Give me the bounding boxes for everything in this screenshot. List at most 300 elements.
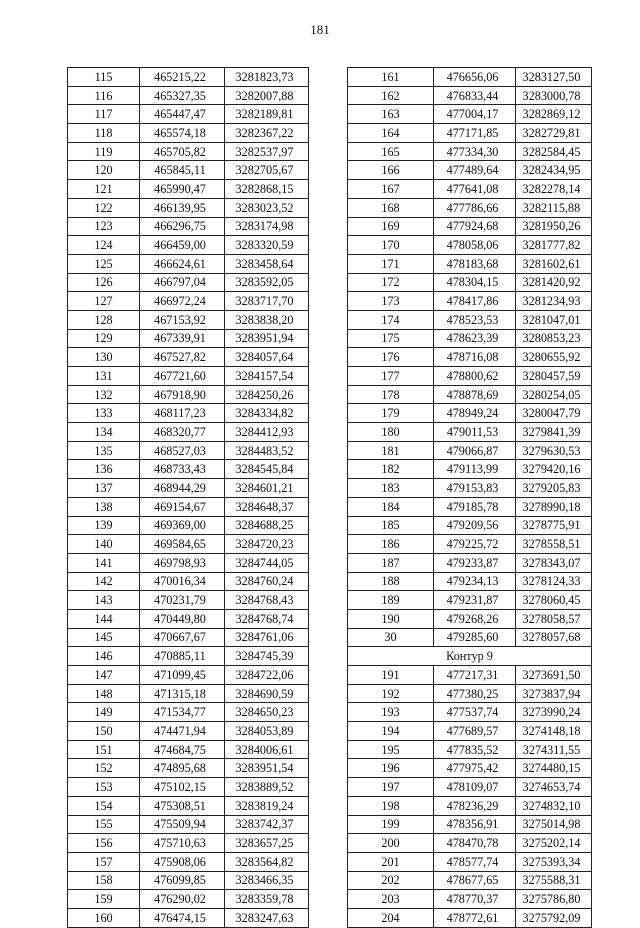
table-row xyxy=(348,684,592,703)
y-coordinate: 3278057,68 xyxy=(516,628,592,647)
table-row xyxy=(348,628,592,647)
y-coordinate: 3284334,82 xyxy=(225,404,309,423)
x-coordinate: 477489,64 xyxy=(434,161,516,180)
point-number: 168 xyxy=(348,198,434,217)
y-coordinate: 3280047,79 xyxy=(516,404,592,423)
point-number: 116 xyxy=(68,86,140,105)
x-coordinate: 478523,53 xyxy=(434,310,516,329)
x-coordinate: 474684,75 xyxy=(140,740,225,759)
y-coordinate: 3281823,73 xyxy=(225,68,309,87)
y-coordinate: 3283889,52 xyxy=(225,778,309,797)
point-number: 141 xyxy=(68,553,140,572)
table-row xyxy=(348,815,592,834)
y-coordinate: 3283717,70 xyxy=(225,292,309,311)
x-coordinate: 479234,13 xyxy=(434,572,516,591)
x-coordinate: 467918,90 xyxy=(140,385,225,404)
x-coordinate: 466139,95 xyxy=(140,198,225,217)
x-coordinate: 476833,44 xyxy=(434,86,516,105)
table-row xyxy=(68,703,309,722)
x-coordinate: 477217,31 xyxy=(434,666,516,685)
x-coordinate: 475908,06 xyxy=(140,852,225,871)
y-coordinate: 3284760,24 xyxy=(225,572,309,591)
point-number: 149 xyxy=(68,703,140,722)
point-number: 203 xyxy=(348,890,434,909)
x-coordinate: 479233,87 xyxy=(434,553,516,572)
x-coordinate: 467527,82 xyxy=(140,348,225,367)
x-coordinate: 468320,77 xyxy=(140,423,225,442)
y-coordinate: 3278124,33 xyxy=(516,572,592,591)
table-row xyxy=(348,722,592,741)
table-row xyxy=(348,908,592,927)
table-row xyxy=(68,161,309,180)
x-coordinate: 479185,78 xyxy=(434,497,516,516)
x-coordinate: 476474,15 xyxy=(140,908,225,927)
point-number: 148 xyxy=(68,684,140,703)
y-coordinate: 3282705,67 xyxy=(225,161,309,180)
y-coordinate: 3275393,34 xyxy=(516,852,592,871)
x-coordinate: 475308,51 xyxy=(140,796,225,815)
table-row xyxy=(348,834,592,853)
x-coordinate: 477786,66 xyxy=(434,198,516,217)
x-coordinate: 476099,85 xyxy=(140,871,225,890)
y-coordinate: 3281777,82 xyxy=(516,236,592,255)
x-coordinate: 477835,52 xyxy=(434,740,516,759)
y-coordinate: 3284690,59 xyxy=(225,684,309,703)
point-number: 146 xyxy=(68,647,140,666)
x-coordinate: 478183,68 xyxy=(434,254,516,273)
point-number: 174 xyxy=(348,310,434,329)
table-row xyxy=(68,684,309,703)
table-row xyxy=(348,553,592,572)
y-coordinate: 3282434,95 xyxy=(516,161,592,180)
x-coordinate: 466459,00 xyxy=(140,236,225,255)
point-number: 140 xyxy=(68,535,140,554)
table-row xyxy=(348,740,592,759)
table-row xyxy=(68,609,309,628)
point-number: 204 xyxy=(348,908,434,927)
x-coordinate: 477171,85 xyxy=(434,124,516,143)
point-number: 143 xyxy=(68,591,140,610)
y-coordinate: 3282189,81 xyxy=(225,105,309,124)
table-row xyxy=(348,124,592,143)
table-row xyxy=(68,236,309,255)
y-coordinate: 3274148,18 xyxy=(516,722,592,741)
x-coordinate: 471534,77 xyxy=(140,703,225,722)
table-row xyxy=(68,722,309,741)
x-coordinate: 474471,94 xyxy=(140,722,225,741)
table-row xyxy=(68,666,309,685)
point-number: 124 xyxy=(68,236,140,255)
y-coordinate: 3275014,98 xyxy=(516,815,592,834)
point-number: 188 xyxy=(348,572,434,591)
x-coordinate: 478800,62 xyxy=(434,367,516,386)
y-coordinate: 3283819,24 xyxy=(225,796,309,815)
y-coordinate: 3281234,93 xyxy=(516,292,592,311)
table-row xyxy=(348,105,592,124)
table-row xyxy=(348,591,592,610)
point-number: 131 xyxy=(68,367,140,386)
y-coordinate: 3284053,89 xyxy=(225,722,309,741)
table-row xyxy=(68,591,309,610)
point-number: 181 xyxy=(348,441,434,460)
point-number: 175 xyxy=(348,329,434,348)
table-row xyxy=(68,759,309,778)
point-number: 193 xyxy=(348,703,434,722)
x-coordinate: 477975,42 xyxy=(434,759,516,778)
table-row xyxy=(68,460,309,479)
y-coordinate: 3283951,54 xyxy=(225,759,309,778)
x-coordinate: 479225,72 xyxy=(434,535,516,554)
x-coordinate: 470667,67 xyxy=(140,628,225,647)
x-coordinate: 477380,25 xyxy=(434,684,516,703)
x-coordinate: 466797,04 xyxy=(140,273,225,292)
x-coordinate: 477334,30 xyxy=(434,142,516,161)
table-row xyxy=(348,890,592,909)
table-row xyxy=(68,198,309,217)
x-coordinate: 465447,47 xyxy=(140,105,225,124)
y-coordinate: 3283174,98 xyxy=(225,217,309,236)
y-coordinate: 3281047,01 xyxy=(516,310,592,329)
y-coordinate: 3283742,37 xyxy=(225,815,309,834)
point-number: 190 xyxy=(348,609,434,628)
point-number: 164 xyxy=(348,124,434,143)
table-row xyxy=(348,759,592,778)
point-number: 145 xyxy=(68,628,140,647)
y-coordinate: 3282584,45 xyxy=(516,142,592,161)
x-coordinate: 479153,83 xyxy=(434,479,516,498)
x-coordinate: 471099,45 xyxy=(140,666,225,685)
y-coordinate: 3280655,92 xyxy=(516,348,592,367)
y-coordinate: 3283320,59 xyxy=(225,236,309,255)
y-coordinate: 3281602,61 xyxy=(516,254,592,273)
table-row xyxy=(68,852,309,871)
x-coordinate: 478577,74 xyxy=(434,852,516,871)
x-coordinate: 469369,00 xyxy=(140,516,225,535)
y-coordinate: 3279630,53 xyxy=(516,441,592,460)
point-number: 156 xyxy=(68,834,140,853)
point-number: 129 xyxy=(68,329,140,348)
point-number: 159 xyxy=(68,890,140,909)
point-number: 126 xyxy=(68,273,140,292)
contour-label: Контур 9 xyxy=(348,647,592,666)
table-row xyxy=(68,572,309,591)
x-coordinate: 478304,15 xyxy=(434,273,516,292)
page-number: 181 xyxy=(310,22,330,37)
point-number: 200 xyxy=(348,834,434,853)
x-coordinate: 468944,29 xyxy=(140,479,225,498)
y-coordinate: 3282869,12 xyxy=(516,105,592,124)
point-number: 171 xyxy=(348,254,434,273)
x-coordinate: 479285,60 xyxy=(434,628,516,647)
y-coordinate: 3275588,31 xyxy=(516,871,592,890)
x-coordinate: 467721,60 xyxy=(140,367,225,386)
table-row xyxy=(68,105,309,124)
table-row xyxy=(68,535,309,554)
y-coordinate: 3283359,78 xyxy=(225,890,309,909)
x-coordinate: 471315,18 xyxy=(140,684,225,703)
y-coordinate: 3274311,55 xyxy=(516,740,592,759)
x-coordinate: 478623,39 xyxy=(434,329,516,348)
y-coordinate: 3284768,74 xyxy=(225,609,309,628)
y-coordinate: 3283000,78 xyxy=(516,86,592,105)
x-coordinate: 477537,74 xyxy=(434,703,516,722)
table-row xyxy=(68,310,309,329)
point-number: 137 xyxy=(68,479,140,498)
coordinates-table-right xyxy=(347,67,592,928)
point-number: 173 xyxy=(348,292,434,311)
x-coordinate: 475102,15 xyxy=(140,778,225,797)
y-coordinate: 3280853,23 xyxy=(516,329,592,348)
table-row xyxy=(68,86,309,105)
table-row xyxy=(348,142,592,161)
x-coordinate: 475710,63 xyxy=(140,834,225,853)
y-coordinate: 3273837,94 xyxy=(516,684,592,703)
y-coordinate: 3284761,06 xyxy=(225,628,309,647)
x-coordinate: 478878,69 xyxy=(434,385,516,404)
y-coordinate: 3278990,18 xyxy=(516,497,592,516)
table-row xyxy=(68,497,309,516)
table-row xyxy=(68,254,309,273)
table-row xyxy=(348,273,592,292)
point-number: 152 xyxy=(68,759,140,778)
table-row xyxy=(348,703,592,722)
point-number: 183 xyxy=(348,479,434,498)
point-number: 187 xyxy=(348,553,434,572)
y-coordinate: 3284006,61 xyxy=(225,740,309,759)
x-coordinate: 470016,34 xyxy=(140,572,225,591)
point-number: 196 xyxy=(348,759,434,778)
point-number: 115 xyxy=(68,68,140,87)
y-coordinate: 3282007,88 xyxy=(225,86,309,105)
y-coordinate: 3284722,06 xyxy=(225,666,309,685)
point-number: 177 xyxy=(348,367,434,386)
y-coordinate: 3283466,35 xyxy=(225,871,309,890)
table-row xyxy=(68,815,309,834)
y-coordinate: 3284157,54 xyxy=(225,367,309,386)
y-coordinate: 3278775,91 xyxy=(516,516,592,535)
y-coordinate: 3278060,45 xyxy=(516,591,592,610)
y-coordinate: 3283458,64 xyxy=(225,254,309,273)
y-coordinate: 3283127,50 xyxy=(516,68,592,87)
table-row xyxy=(348,217,592,236)
table-row xyxy=(68,124,309,143)
point-number: 130 xyxy=(68,348,140,367)
y-coordinate: 3274653,74 xyxy=(516,778,592,797)
table-row xyxy=(68,890,309,909)
y-coordinate: 3282729,81 xyxy=(516,124,592,143)
point-number: 144 xyxy=(68,609,140,628)
y-coordinate: 3282537,97 xyxy=(225,142,309,161)
point-number: 192 xyxy=(348,684,434,703)
point-number: 167 xyxy=(348,180,434,199)
x-coordinate: 467153,92 xyxy=(140,310,225,329)
table-row xyxy=(348,367,592,386)
table-row xyxy=(68,647,309,666)
point-number: 163 xyxy=(348,105,434,124)
table-row xyxy=(348,852,592,871)
table-row xyxy=(68,871,309,890)
y-coordinate: 3282367,22 xyxy=(225,124,309,143)
x-coordinate: 476656,06 xyxy=(434,68,516,87)
point-number: 123 xyxy=(68,217,140,236)
x-coordinate: 477924,68 xyxy=(434,217,516,236)
point-number: 119 xyxy=(68,142,140,161)
table-row xyxy=(68,553,309,572)
x-coordinate: 465705,82 xyxy=(140,142,225,161)
table-row xyxy=(348,572,592,591)
y-coordinate: 3284601,21 xyxy=(225,479,309,498)
table-row xyxy=(68,740,309,759)
table-row xyxy=(348,292,592,311)
x-coordinate: 468117,23 xyxy=(140,404,225,423)
table-row xyxy=(348,666,592,685)
x-coordinate: 474895,68 xyxy=(140,759,225,778)
table-row xyxy=(348,348,592,367)
point-number: 128 xyxy=(68,310,140,329)
point-number: 127 xyxy=(68,292,140,311)
point-number: 201 xyxy=(348,852,434,871)
table-row xyxy=(348,497,592,516)
table-row xyxy=(68,628,309,647)
y-coordinate: 3278058,57 xyxy=(516,609,592,628)
x-coordinate: 470231,79 xyxy=(140,591,225,610)
point-number: 133 xyxy=(68,404,140,423)
point-number: 132 xyxy=(68,385,140,404)
point-number: 185 xyxy=(348,516,434,535)
point-number: 136 xyxy=(68,460,140,479)
point-number: 162 xyxy=(348,86,434,105)
x-coordinate: 478058,06 xyxy=(434,236,516,255)
table-row xyxy=(348,871,592,890)
x-coordinate: 466624,61 xyxy=(140,254,225,273)
point-number: 198 xyxy=(348,796,434,815)
point-number: 195 xyxy=(348,740,434,759)
point-number: 120 xyxy=(68,161,140,180)
y-coordinate: 3275792,09 xyxy=(516,908,592,927)
point-number: 30 xyxy=(348,628,434,647)
table-row xyxy=(348,198,592,217)
x-coordinate: 469154,67 xyxy=(140,497,225,516)
point-number: 169 xyxy=(348,217,434,236)
x-coordinate: 476290,02 xyxy=(140,890,225,909)
table-row xyxy=(68,348,309,367)
y-coordinate: 3284720,23 xyxy=(225,535,309,554)
x-coordinate: 479011,53 xyxy=(434,423,516,442)
table-row xyxy=(348,479,592,498)
x-coordinate: 466972,24 xyxy=(140,292,225,311)
x-coordinate: 470885,11 xyxy=(140,647,225,666)
point-number: 135 xyxy=(68,441,140,460)
point-number: 161 xyxy=(348,68,434,87)
x-coordinate: 475509,94 xyxy=(140,815,225,834)
y-coordinate: 3279205,83 xyxy=(516,479,592,498)
x-coordinate: 478417,86 xyxy=(434,292,516,311)
point-number: 125 xyxy=(68,254,140,273)
table-row xyxy=(68,423,309,442)
x-coordinate: 467339,91 xyxy=(140,329,225,348)
point-number: 118 xyxy=(68,124,140,143)
x-coordinate: 478109,07 xyxy=(434,778,516,797)
point-number: 180 xyxy=(348,423,434,442)
x-coordinate: 478716,08 xyxy=(434,348,516,367)
y-coordinate: 3278343,07 xyxy=(516,553,592,572)
table-row xyxy=(348,778,592,797)
y-coordinate: 3278558,51 xyxy=(516,535,592,554)
table-row xyxy=(348,310,592,329)
table-row xyxy=(348,535,592,554)
table-row xyxy=(348,180,592,199)
x-coordinate: 468733,43 xyxy=(140,460,225,479)
point-number: 186 xyxy=(348,535,434,554)
table-row xyxy=(348,441,592,460)
point-number: 165 xyxy=(348,142,434,161)
point-number: 191 xyxy=(348,666,434,685)
table-row xyxy=(348,609,592,628)
y-coordinate: 3275786,80 xyxy=(516,890,592,909)
y-coordinate: 3284545,84 xyxy=(225,460,309,479)
point-number: 150 xyxy=(68,722,140,741)
y-coordinate: 3284745,39 xyxy=(225,647,309,666)
y-coordinate: 3274832,10 xyxy=(516,796,592,815)
point-number: 154 xyxy=(68,796,140,815)
y-coordinate: 3282115,88 xyxy=(516,198,592,217)
table-row xyxy=(68,796,309,815)
x-coordinate: 479268,26 xyxy=(434,609,516,628)
y-coordinate: 3279420,16 xyxy=(516,460,592,479)
table-row xyxy=(68,68,309,87)
x-coordinate: 470449,80 xyxy=(140,609,225,628)
y-coordinate: 3273691,50 xyxy=(516,666,592,685)
table-row xyxy=(348,423,592,442)
x-coordinate: 477641,08 xyxy=(434,180,516,199)
table-row xyxy=(68,273,309,292)
table-row xyxy=(68,292,309,311)
y-coordinate: 3275202,14 xyxy=(516,834,592,853)
y-coordinate: 3273990,24 xyxy=(516,703,592,722)
table-row xyxy=(348,796,592,815)
point-number: 121 xyxy=(68,180,140,199)
y-coordinate: 3283592,05 xyxy=(225,273,309,292)
table-row xyxy=(348,86,592,105)
x-coordinate: 477689,57 xyxy=(434,722,516,741)
x-coordinate: 465327,35 xyxy=(140,86,225,105)
point-number: 158 xyxy=(68,871,140,890)
point-number: 151 xyxy=(68,740,140,759)
table-row xyxy=(348,161,592,180)
point-number: 153 xyxy=(68,778,140,797)
x-coordinate: 478236,29 xyxy=(434,796,516,815)
table-row xyxy=(68,367,309,386)
y-coordinate: 3283247,63 xyxy=(225,908,309,927)
y-coordinate: 3284648,37 xyxy=(225,497,309,516)
point-number: 122 xyxy=(68,198,140,217)
point-number: 184 xyxy=(348,497,434,516)
table-row xyxy=(348,254,592,273)
point-number: 172 xyxy=(348,273,434,292)
table-row xyxy=(68,180,309,199)
x-coordinate: 478470,78 xyxy=(434,834,516,853)
y-coordinate: 3274480,15 xyxy=(516,759,592,778)
point-number: 147 xyxy=(68,666,140,685)
x-coordinate: 478772,61 xyxy=(434,908,516,927)
table-row xyxy=(68,142,309,161)
y-coordinate: 3284483,52 xyxy=(225,441,309,460)
x-coordinate: 478949,24 xyxy=(434,404,516,423)
table-row xyxy=(348,404,592,423)
point-number: 176 xyxy=(348,348,434,367)
point-number: 138 xyxy=(68,497,140,516)
coordinates-table-left xyxy=(67,67,309,928)
